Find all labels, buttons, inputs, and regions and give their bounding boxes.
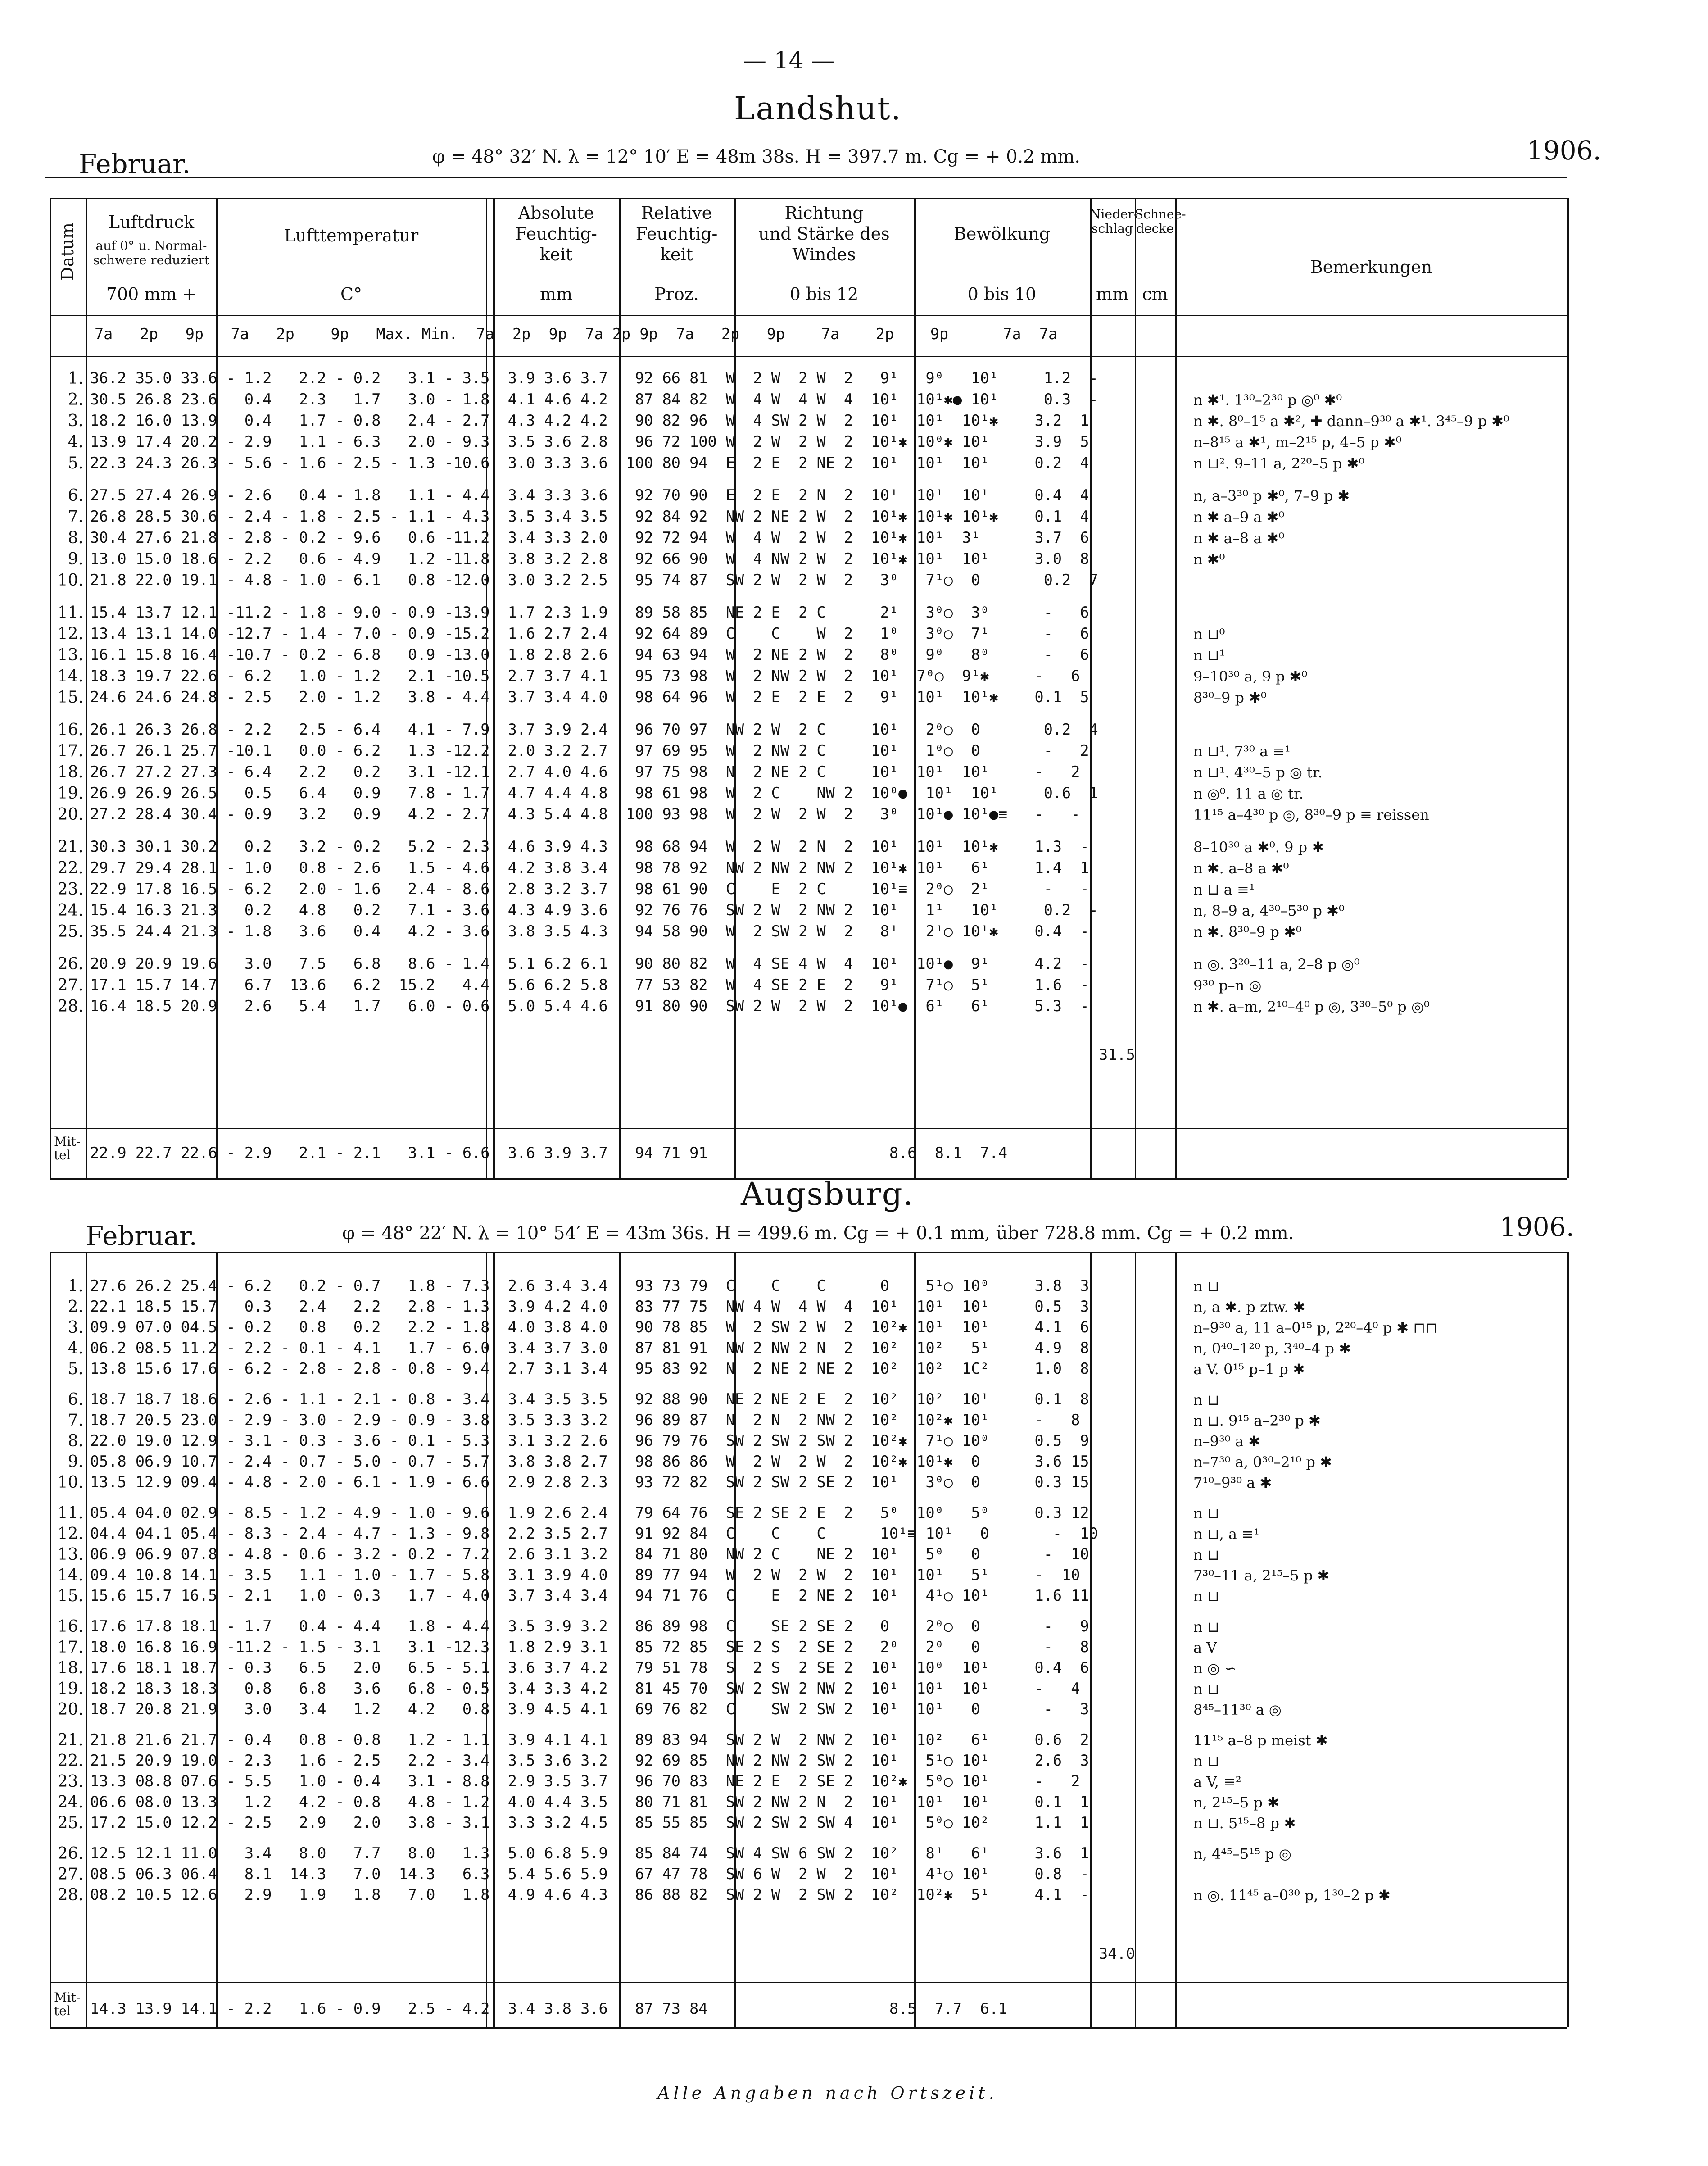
day-number: 20. [57,805,83,824]
day-number: 15. [57,688,83,707]
footer-note: Alle Angaben nach Ortszeit. [657,2083,998,2103]
remark: 9³⁰ p–n ◎ [1193,977,1262,994]
table-row: 27.5 27.4 26.9 - 2.6 0.4 - 1.8 1.1 - 4.4 3.4 3.3 3.6 92 70 90 E 2 E 2 N 2 10¹ 10¹ 10¹ 0.4 4 [90,486,1089,504]
header-abs2: Feuchtig- [515,224,597,244]
header-rel2: Feuchtig- [635,224,718,244]
mittel-divider [50,1982,1567,1983]
day-number: 2. [68,1298,83,1316]
table-row: 35.5 24.4 21.3 - 1.8 3.6 0.4 4.2 - 3.6 3.8 3.5 4.3 94 58 90 W 2 SW 2 W 2 8¹ 2¹○ 10¹✱ 0.4 - [90,922,1089,940]
table-row: 08.2 10.5 12.6 2.9 1.9 1.8 7.0 1.8 4.9 4.6 4.3 86 88 82 SW 2 W 2 SW 2 10² 10²✱ 5¹ 4.1 - [90,1886,1089,1903]
day-number: 27. [57,1865,83,1884]
col-line [1090,1252,1092,2027]
day-number: 28. [57,1886,83,1904]
table-row: 18.3 19.7 22.6 - 6.2 1.0 - 1.2 2.1 -10.5 2.7 3.7 4.1 95 73 98 W 2 NW 2 W 2 10¹ 7⁰○ 9¹✱ - 6 [90,667,1080,685]
header-luftdruck-unit: 700 mm + [106,284,197,304]
day-number: 6. [68,486,83,505]
remark: n ✱¹. 1³⁰–2³⁰ p ◎⁰ ✱⁰ [1193,391,1342,409]
day-number: 23. [57,880,83,899]
day-number: 22. [57,859,83,877]
table-row: 30.4 27.6 21.8 - 2.8 - 0.2 - 9.6 0.6 -11.2 3.4 3.3 2.0 92 72 94 W 4 W 2 W 2 10¹✱ 10¹ 3¹ 3.7 6 [90,529,1089,546]
table-row: 15.4 16.3 21.3 0.2 4.8 0.2 7.1 - 3.6 4.3 4.9 3.6 92 76 76 SW 2 W 2 NW 2 10¹ 1¹ 10¹ 0.2 - [90,901,1098,919]
day-number: 9. [68,550,83,568]
table-row: 20.9 20.9 19.6 3.0 7.5 6.8 8.6 - 1.4 5.1 6.2 6.1 90 80 82 W 4 SE 4 W 4 10¹ 10¹● 9¹ 4.2 - [90,955,1089,972]
page-number: — 14 — [743,47,835,74]
table-row: 29.7 29.4 28.1 - 1.0 0.8 - 2.6 1.5 - 4.6 4.2 3.8 3.4 98 78 92 NW 2 NW 2 NW 2 10¹✱ 10¹ 6¹ 1.4 1 [90,859,1089,876]
table-row: 18.2 16.0 13.9 0.4 1.7 - 0.8 2.4 - 2.7 4.3 4.2 4.2 90 82 96 W 4 SW 2 W 2 10¹ 10¹ 10¹✱ 3.2 1 [90,412,1089,429]
header-abs1: Absolute [518,203,594,223]
day-number: 11. [57,1504,83,1522]
header-abs3: keit [539,245,573,264]
day-number: 8. [68,529,83,547]
table-row: 18.0 16.8 16.9 -11.2 - 1.5 - 3.1 3.1 -12.3 1.8 2.9 3.1 85 72 85 SE 2 S 2 SE 2 2⁰ 2⁰ 0 - 8 [90,1638,1089,1656]
remark: n ◎ ∽ [1193,1660,1237,1677]
day-number: 12. [57,625,83,643]
day-number: 5. [68,1360,83,1378]
day-number: 3. [68,412,83,430]
table-row: 05.4 04.0 02.9 - 8.5 - 1.2 - 4.9 - 1.0 - 9.6 1.9 2.6 2.4 79 64 76 SE 2 SE 2 E 2 5⁰ 10⁰ 5⁰ 0.3 12 [90,1504,1089,1521]
mittel-divider [50,1128,1567,1129]
remark: n ✱. a–m, 2¹⁰–4⁰ p ◎, 3³⁰–5⁰ p ◎⁰ [1193,998,1430,1015]
remark: 9–10³⁰ a, 9 p ✱⁰ [1193,668,1308,685]
header-niederschlag: Nieder-schlag [1090,207,1138,236]
remark: a V. 0¹⁵ p–1 p ✱ [1193,1361,1305,1378]
remark: n ✱. 8³⁰–9 p ✱⁰ [1193,923,1302,940]
table-row: 13.9 17.4 20.2 - 2.9 1.1 - 6.3 2.0 - 9.3 3.5 3.6 2.8 96 72 100 W 2 W 2 W 2 10¹✱ 10⁰✱ 10¹ 3.9 5 [90,433,1089,450]
remark: n ✱ a–9 a ✱⁰ [1193,509,1285,526]
remark: 8⁴⁵–11³⁰ a ◎ [1193,1701,1282,1718]
header-nieder-unit: mm [1096,284,1129,304]
header-bottom [50,356,1567,357]
table-top-border [50,1252,1567,1253]
day-number: 18. [57,763,83,781]
day-number: 25. [57,922,83,941]
table-row: 12.5 12.1 11.0 3.4 8.0 7.7 8.0 1.3 5.0 6.8 5.9 85 84 74 SW 4 SW 6 SW 2 10² 8¹ 6¹ 3.6 1 [90,1844,1089,1862]
remark: n, 0⁴⁰–1²⁰ p, 3⁴⁰–4 p ✱ [1193,1340,1351,1357]
day-number: 4. [68,1339,83,1358]
day-number: 15. [57,1587,83,1605]
precip-sum: 31.5 [1099,1046,1135,1063]
header-luftdruck-sub2: schwere reduziert [93,253,210,268]
day-number: 10. [57,571,83,590]
remark: 8³⁰–9 p ✱⁰ [1193,689,1267,706]
header-rel-unit: Proz. [654,284,699,304]
table-row: 13.3 08.8 07.6 - 5.5 1.0 - 0.4 3.1 - 8.8 2.9 3.5 3.7 96 70 83 NE 2 E 2 SE 2 10²✱ 5⁰○ 10¹ - 2 [90,1772,1080,1790]
day-number: 16. [57,1617,83,1636]
day-number: 19. [57,784,83,803]
day-number: 18. [57,1659,83,1677]
remark: 7¹⁰–9³⁰ a ✱ [1193,1474,1272,1491]
table-row: 15.4 13.7 12.1 -11.2 - 1.8 - 9.0 - 0.9 -13.9 1.7 2.3 1.9 89 58 85 NE 2 E 2 C 2¹ 3⁰○ 3⁰ - 6 [90,604,1089,621]
remark: n ⊔ a ≡¹ [1193,881,1255,898]
day-number: 11. [57,604,83,622]
remark: n–9³⁰ a, 11 a–0¹⁵ p, 2²⁰–4⁰ p ✱ ⊓⊓ [1193,1319,1437,1336]
day-number: 16. [57,721,83,739]
col-line [1175,1252,1177,2027]
table-row: 18.7 20.8 21.9 3.0 3.4 1.2 4.2 0.8 3.9 4.5 4.1 69 76 82 C SW 2 SW 2 10¹ 10¹ 0 - 3 [90,1700,1089,1718]
header-schnee-unit: cm [1142,284,1168,304]
table-row: 13.5 12.9 09.4 - 4.8 - 2.0 - 6.1 - 1.9 - 6.6 2.9 2.8 2.3 93 72 82 SW 2 SW 2 SE 2 10¹ 3⁰○ 0 0.3 15 [90,1473,1089,1491]
col-line [86,1252,87,2027]
mittel-row: 22.9 22.7 22.6 - 2.9 2.1 - 2.1 3.1 - 6.6 3.6 3.9 3.7 94 71 91 8.6 8.1 7.4 [90,1144,1008,1162]
table-row: 22.9 17.8 16.5 - 6.2 2.0 - 1.6 2.4 - 8.6 2.8 3.2 3.7 98 61 90 C E 2 C 10¹≡ 2⁰○ 2¹ - - [90,880,1089,898]
remark: n ⊔⁰ [1193,626,1225,643]
table-row: 17.6 17.8 18.1 - 1.7 0.4 - 4.4 1.8 - 4.4 3.5 3.9 3.2 86 89 98 C SE 2 SE 2 0 2⁰○ 0 - 9 [90,1617,1089,1635]
day-number: 12. [57,1525,83,1543]
day-number: 14. [57,1566,83,1585]
header-wind1: Richtung [784,203,864,223]
mittel-label: Mit- tel [54,1990,81,2018]
table-row: 26.7 26.1 25.7 -10.1 0.0 - 6.2 1.3 -12.2 2.0 3.2 2.7 97 69 95 W 2 NW 2 C 10¹ 1⁰○ 0 - 2 [90,742,1089,759]
table-row: 26.8 28.5 30.6 - 2.4 - 1.8 - 2.5 - 1.1 - 4.3 3.5 3.4 3.5 92 84 92 NW 2 NE 2 W 2 10¹✱ 10¹✱ 10¹✱ 0.1 4 [90,508,1089,525]
remark: n ⊔ [1193,1278,1219,1295]
table-row: 06.6 08.0 13.3 1.2 4.2 - 0.8 4.8 - 1.2 4.0 4.4 3.5 80 71 81 SW 2 NW 2 N 2 10¹ 10¹ 10¹ 0.1 1 [90,1793,1089,1811]
station-month: Februar. [79,149,190,179]
header-bemerkungen: Bemerkungen [1310,257,1432,277]
remark: n ⊔¹. 7³⁰ a ≡¹ [1193,743,1291,760]
table-header-border [50,198,1567,199]
table-row: 17.1 15.7 14.7 6.7 13.6 6.2 15.2 4.4 5.6 6.2 5.8 77 53 82 W 4 SE 2 E 2 9¹ 7¹○ 5¹ 1.6 - [90,976,1089,994]
header-luftdruck-sub1: auf 0° u. Normal- [95,238,207,253]
remark: n ⊔². 9–11 a, 2²⁰–5 p ✱⁰ [1193,455,1365,472]
col-line [86,198,87,1178]
day-number: 17. [57,1638,83,1657]
day-number: 23. [57,1772,83,1791]
remark: n, 2¹⁵–5 p ✱ [1193,1794,1279,1811]
day-number: 9. [68,1453,83,1471]
day-number: 25. [57,1814,83,1832]
day-number: 21. [57,1731,83,1749]
table-row: 15.6 15.7 16.5 - 2.1 1.0 - 0.3 1.7 - 4.0 3.7 3.4 3.4 94 71 76 C E 2 NE 2 10¹ 4¹○ 10¹ 1.6 11 [90,1587,1089,1604]
table-top-border [45,177,1567,178]
day-number: 1. [68,1277,83,1295]
header-bewoelkung: Bewölkung [953,224,1051,244]
table-row: 22.0 19.0 12.9 - 3.1 - 0.3 - 3.6 - 0.1 - 5.3 3.1 3.2 2.6 96 79 76 SW 2 SW 2 SW 2 10²✱ 7¹○ 10⁰ 0.5 9 [90,1432,1089,1449]
table-row: 16.1 15.8 16.4 -10.7 - 0.2 - 6.8 0.9 -13.0 1.8 2.8 2.6 94 63 94 W 2 NE 2 W 2 8⁰ 9⁰ 8⁰ - 6 [90,646,1089,663]
day-number: 20. [57,1700,83,1719]
remark: n, 8–9 a, 4³⁰–5³⁰ p ✱⁰ [1193,902,1345,919]
station-year: 1906. [1500,1212,1575,1242]
remark: 11¹⁵ a–8 p meist ✱ [1193,1732,1328,1749]
remark: n ✱ a–8 a ✱⁰ [1193,530,1285,547]
station-month: Februar. [86,1221,197,1251]
header-rel1: Relative [641,203,712,223]
station-coords: φ = 48° 32′ N. λ = 12° 10′ E = 48m 38s. H = 397.7 m. Cg = + 0.2 mm. [432,146,1080,167]
header-rel3: keit [660,245,693,264]
table-row: 08.5 06.3 06.4 8.1 14.3 7.0 14.3 6.3 5.4 5.6 5.9 67 47 78 SW 6 W 2 W 2 10¹ 4¹○ 10¹ 0.8 - [90,1865,1089,1883]
day-number: 13. [57,1545,83,1564]
remark: 7³⁰–11 a, 2¹⁵–5 p ✱ [1193,1567,1330,1584]
table-row: 17.2 15.0 12.2 - 2.5 2.9 2.0 3.8 - 3.1 3.3 3.2 4.5 85 55 85 SW 2 SW 2 SW 4 10¹ 5⁰○ 10² 1.1 1 [90,1814,1089,1831]
col-line [1135,198,1136,1178]
header-lufttemperatur: Lufttemperatur [284,226,419,245]
day-number: 17. [57,742,83,760]
col-line [1090,198,1092,1178]
day-number: 5. [68,454,83,472]
day-number: 26. [57,1844,83,1863]
table-row: 09.4 10.8 14.1 - 3.5 1.1 - 1.0 - 1.7 - 5.8 3.1 3.9 4.0 89 77 94 W 2 W 2 W 2 10¹ 10¹ 5¹ - 10 [90,1566,1080,1584]
table-row: 16.4 18.5 20.9 2.6 5.4 1.7 6.0 - 0.6 5.0 5.4 4.6 91 80 90 SW 2 W 2 W 2 10¹● 6¹ 6¹ 5.3 - [90,997,1089,1015]
header-datum: Datum [58,223,77,281]
remark: n ⊔¹. 4³⁰–5 p ◎ tr. [1193,764,1323,781]
remark: n ✱. 8⁰–1⁵ a ✱², ✚ dann–9³⁰ a ✱¹. 3⁴⁵–9 p ✱⁰ [1193,413,1509,430]
col-line [1567,1252,1569,2027]
day-number: 27. [57,976,83,994]
remark: a V, ≡² [1193,1773,1241,1790]
table-row: 13.4 13.1 14.0 -12.7 - 1.4 - 7.0 - 0.9 -15.2 1.6 2.7 2.4 92 64 89 C C W 2 1⁰ 3⁰○ 7¹ - 6 [90,625,1089,642]
header-divider [50,315,1567,316]
table-row: 04.4 04.1 05.4 - 8.3 - 2.4 - 4.7 - 1.3 - 9.8 2.2 3.5 2.7 91 92 84 C C C 10¹≡ 10¹ 0 - 10 [90,1525,1098,1542]
mittel-row: 14.3 13.9 14.1 - 2.2 1.6 - 0.9 2.5 - 4.2 3.4 3.8 3.6 87 73 84 8.5 7.7 6.1 [90,2000,1008,2017]
station-year: 1906. [1527,135,1602,166]
table-row: 26.9 26.9 26.5 0.5 6.4 0.9 7.8 - 1.7 4.7 4.4 4.8 98 61 98 W 2 C NW 2 10⁰● 10¹ 10¹ 0.6 1 [90,784,1098,802]
day-number: 19. [57,1680,83,1698]
remark: n–9³⁰ a ✱ [1193,1433,1260,1450]
table-row: 13.0 15.0 18.6 - 2.2 0.6 - 4.9 1.2 -11.8 3.8 3.2 2.8 92 66 90 W 4 NW 2 W 2 10¹✱ 10¹ 10¹ 3.0 8 [90,550,1089,568]
header-wind3: Windes [792,245,856,264]
day-number: 7. [68,1411,83,1430]
col-line [1135,1252,1136,2027]
table-row: 36.2 35.0 33.6 - 1.2 2.2 - 0.2 3.1 - 3.5 3.9 3.6 3.7 92 66 81 W 2 W 2 W 2 9¹ 9⁰ 10¹ 1.2 - [90,369,1098,387]
remark: n ⊔ [1193,1588,1219,1605]
day-number: 28. [57,997,83,1016]
table-row: 05.8 06.9 10.7 - 2.4 - 0.7 - 5.0 - 0.7 - 5.7 3.8 3.8 2.7 98 86 86 W 2 W 2 W 2 10²✱ 10¹✱ 0 3.6 15 [90,1453,1089,1470]
remark: 8–10³⁰ a ✱⁰. 9 p ✱ [1193,839,1324,856]
remark: n–7³⁰ a, 0³⁰–2¹⁰ p ✱ [1193,1453,1332,1471]
day-number: 10. [57,1473,83,1492]
table-row: 26.1 26.3 26.8 - 2.2 2.5 - 6.4 4.1 - 7.9 3.7 3.9 2.4 96 70 97 NW 2 W 2 C 10¹ 2⁰○ 0 0.2 4 [90,721,1098,738]
table-row: 18.7 20.5 23.0 - 2.9 - 3.0 - 2.9 - 0.9 - 3.8 3.5 3.3 3.2 96 89 87 N 2 N 2 NW 2 10² 10²✱ 10¹ - 8 [90,1411,1080,1429]
hours-row: 7a 2p 9p 7a 2p 9p Max. Min. 7a 2p 9p 7a 2p 9p 7a 2p 9p 7a 2p 9p 7a 7a [95,325,1058,343]
day-number: 22. [57,1752,83,1770]
remark: n ⊔ [1193,1391,1219,1408]
header-bew-unit: 0 bis 10 [967,284,1037,304]
remark: n ◎. 11⁴⁵ a–0³⁰ p, 1³⁰–2 p ✱ [1193,1887,1391,1904]
header-luftdruck: Luftdruck [108,212,195,232]
remark: n ◎. 3²⁰–11 a, 2–8 p ◎⁰ [1193,956,1360,973]
header-wind2: und Stärke des [758,224,890,244]
day-number: 21. [57,838,83,856]
remark: n ⊔ [1193,1546,1219,1563]
table-row: 13.8 15.6 17.6 - 6.2 - 2.8 - 2.8 - 0.8 - 9.4 2.7 3.1 3.4 95 83 92 N 2 NE 2 NE 2 10² 10² 1C² 1.0 8 [90,1360,1089,1377]
table-row: 21.8 21.6 21.7 - 0.4 0.8 - 0.8 1.2 - 1.1 3.9 4.1 4.1 89 83 94 SW 2 W 2 NW 2 10¹ 10² 6¹ 0.6 2 [90,1731,1089,1748]
day-number: 3. [68,1318,83,1337]
col-line [1175,198,1177,1178]
mittel-label: Mit- tel [54,1134,81,1162]
table-row: 21.5 20.9 19.0 - 2.3 1.6 - 2.5 2.2 - 3.4 3.5 3.6 3.2 92 69 85 NW 2 NW 2 SW 2 10¹ 5¹○ 10¹ 2.6 3 [90,1752,1089,1769]
table-row: 17.6 18.1 18.7 - 0.3 6.5 2.0 6.5 - 5.1 3.6 3.7 4.2 79 51 78 S 2 S 2 SE 2 10¹ 10⁰ 10¹ 0.4 6 [90,1659,1089,1676]
col-line [1567,198,1569,1178]
station-coords: φ = 48° 22′ N. λ = 10° 54′ E = 43m 36s. H = 499.6 m. Cg = + 0.1 mm, über 728.8 mm. Cg = + 0.2 mm. [342,1223,1294,1244]
station-title: Landshut. [734,90,902,127]
table-row: 30.3 30.1 30.2 0.2 3.2 - 0.2 5.2 - 2.3 4.6 3.9 4.3 98 68 94 W 2 W 2 N 2 10¹ 10¹ 10¹✱ 1.3 - [90,838,1089,855]
table-row: 21.8 22.0 19.1 - 4.8 - 1.0 - 6.1 0.8 -12.0 3.0 3.2 2.5 95 74 87 SW 2 W 2 W 2 3⁰ 7¹○ 0 0.2 7 [90,571,1098,589]
table-row: 24.6 24.6 24.8 - 2.5 2.0 - 1.2 3.8 - 4.4 3.7 3.4 4.0 98 64 96 W 2 E 2 E 2 9¹ 10¹ 10¹✱ 0.1 5 [90,688,1089,706]
table-row: 18.7 18.7 18.6 - 2.6 - 1.1 - 2.1 - 0.8 - 3.4 3.4 3.5 3.5 92 88 90 NE 2 NE 2 E 2 10² 10² 10¹ 0.1 8 [90,1390,1089,1408]
precip-sum: 34.0 [1099,1945,1135,1962]
day-number: 7. [68,508,83,526]
remark: n ⊔ [1193,1505,1219,1522]
remark: n ⊔. 9¹⁵ a–2³⁰ p ✱ [1193,1412,1321,1429]
col-line [50,1252,51,2027]
remark: 11¹⁵ a–4³⁰ p ◎, 8³⁰–9 p ≡ reissen [1193,806,1429,823]
remark: n ✱⁰ [1193,551,1225,568]
remark: n ⊔ [1193,1618,1219,1635]
remark: n ⊔¹ [1193,647,1225,664]
day-number: 26. [57,955,83,973]
day-number: 24. [57,901,83,920]
header-schneedecke: Schnee-decke [1135,207,1186,236]
day-number: 1. [68,369,83,388]
remark: n, a–3³⁰ p ✱⁰, 7–9 p ✱ [1193,487,1350,504]
day-number: 8. [68,1432,83,1450]
day-number: 2. [68,391,83,409]
col-line [50,198,51,1178]
table-bottom-border [50,2027,1567,2029]
table-row: 22.3 24.3 26.3 - 5.6 - 1.6 - 2.5 - 1.3 -10.6 3.0 3.3 3.6 100 80 94 E 2 E 2 NE 2 10¹ 10¹ 10¹ 0.2 4 [90,454,1089,472]
table-row: 06.2 08.5 11.2 - 2.2 - 0.1 - 4.1 1.7 - 6.0 3.4 3.7 3.0 87 81 91 NW 2 NW 2 N 2 10² 10² 5¹ 4.9 8 [90,1339,1089,1357]
day-number: 13. [57,646,83,664]
table-row: 27.6 26.2 25.4 - 6.2 0.2 - 0.7 1.8 - 7.3 2.6 3.4 3.4 93 73 79 C C C 0 5¹○ 10⁰ 3.8 3 [90,1277,1089,1294]
remark: n ⊔ [1193,1680,1219,1698]
remark: a V [1193,1639,1217,1656]
remark: n ⊔ [1193,1753,1219,1770]
remark: n, a ✱. p ztw. ✱ [1193,1299,1305,1316]
table-row: 30.5 26.8 23.6 0.4 2.3 1.7 3.0 - 1.8 4.1 4.6 4.2 87 84 82 W 4 W 4 W 4 10¹ 10¹✱● 10¹ 0.3 - [90,391,1098,408]
table-row: 27.2 28.4 30.4 - 0.9 3.2 0.9 4.2 - 2.7 4.3 5.4 4.8 100 93 98 W 2 W 2 W 2 3⁰ 10¹● 10¹●≡ - - [90,805,1080,823]
day-number: 6. [68,1390,83,1409]
table-row: 26.7 27.2 27.3 - 6.4 2.2 0.2 3.1 -12.1 2.7 4.0 4.6 97 75 98 N 2 NE 2 C 10¹ 10¹ 10¹ - 2 [90,763,1080,781]
table-row: 09.9 07.0 04.5 - 0.2 0.8 0.2 2.2 - 1.8 4.0 3.8 4.0 90 78 85 W 2 SW 2 W 2 10²✱ 10¹ 10¹ 4.1 6 [90,1318,1089,1336]
table-row: 22.1 18.5 15.7 0.3 2.4 2.2 2.8 - 1.3 3.9 4.2 4.0 83 77 75 NW 4 W 4 W 4 10¹ 10¹ 10¹ 0.5 3 [90,1298,1089,1315]
remark: n–8¹⁵ a ✱¹, m–2¹⁵ p, 4–5 p ✱⁰ [1193,434,1402,451]
day-number: 14. [57,667,83,686]
day-number: 4. [68,433,83,451]
remark: n ◎⁰. 11 a ◎ tr. [1193,785,1304,802]
station-title: Augsburg. [741,1176,914,1212]
day-number: 24. [57,1793,83,1812]
header-wind-unit: 0 bis 12 [789,284,859,304]
header-abs-unit: mm [539,284,573,304]
remark: n ✱. a–8 a ✱⁰ [1193,860,1289,877]
header-temp-unit: C° [340,284,362,304]
remark: n ⊔, a ≡¹ [1193,1526,1259,1543]
table-row: 06.9 06.9 07.8 - 4.8 - 0.6 - 3.2 - 0.2 - 7.2 2.6 3.1 3.2 84 71 80 NW 2 C NE 2 10¹ 5⁰ 0 - 10 [90,1545,1089,1563]
remark: n ⊔. 5¹⁵–8 p ✱ [1193,1815,1296,1832]
remark: n, 4⁴⁵–5¹⁵ p ◎ [1193,1845,1291,1862]
table-row: 18.2 18.3 18.3 0.8 6.8 3.6 6.8 - 0.5 3.4 3.3 4.2 81 45 70 SW 2 SW 2 NW 2 10¹ 10¹ 10¹ - 4 [90,1680,1080,1697]
